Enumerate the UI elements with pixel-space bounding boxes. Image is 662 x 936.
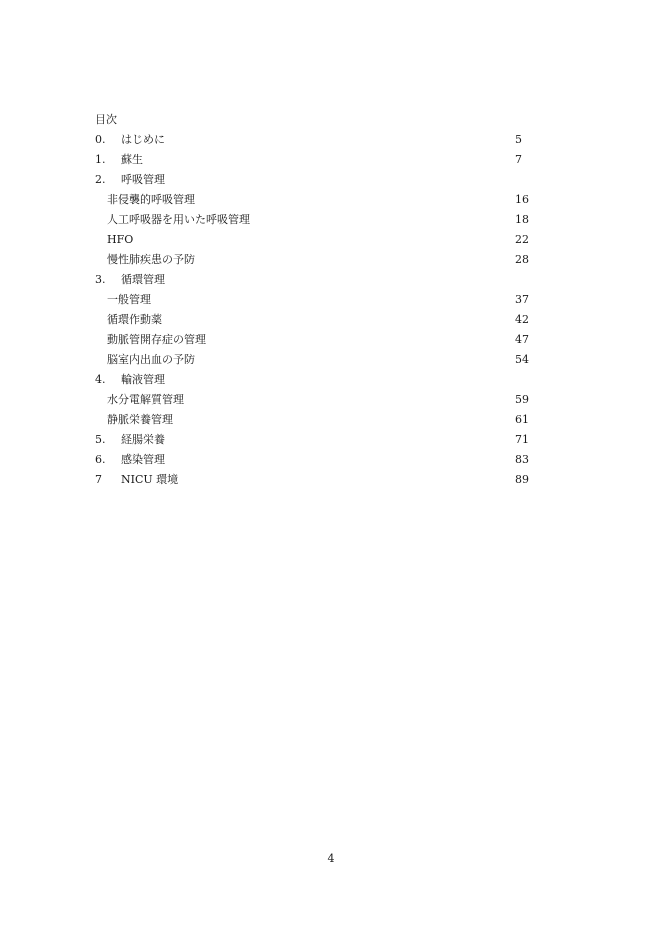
toc-entry-page: 18: [515, 213, 529, 226]
toc-subentry[interactable]: [95, 310, 535, 330]
toc-entry-label: 一般管理: [107, 293, 151, 306]
toc-entry-number: 4.: [95, 373, 106, 386]
toc-entry-page: 5: [515, 133, 522, 146]
toc-entry-page: 59: [515, 393, 529, 406]
toc-entry-label: 経腸栄養: [121, 433, 165, 446]
toc-entry-page: 83: [515, 453, 529, 466]
toc-entry-label: 輸液管理: [121, 373, 165, 386]
toc-entry-page: 61: [515, 413, 529, 426]
toc-entry-page: 28: [515, 253, 529, 266]
toc-entry[interactable]: [95, 150, 535, 170]
toc-entry-label: 循環作動薬: [107, 313, 162, 326]
toc-entry-page: 22: [515, 233, 529, 246]
toc-entry-label: HFO: [107, 233, 134, 246]
toc-section-heading[interactable]: [95, 370, 535, 390]
toc-subentry[interactable]: [95, 330, 535, 350]
toc-section-heading[interactable]: [95, 170, 535, 190]
toc-entry-label: 非侵襲的呼吸管理: [107, 193, 195, 206]
toc-entry-label: 蘇生: [121, 153, 143, 166]
page-number: 4: [327, 852, 335, 865]
toc-subentry[interactable]: [95, 410, 535, 430]
toc-entry-label: 循環管理: [121, 273, 165, 286]
toc-entry-label: 静脈栄養管理: [107, 413, 173, 426]
toc-subentry[interactable]: [95, 250, 535, 270]
toc-subentry[interactable]: [95, 390, 535, 410]
toc-entry-label: はじめに: [121, 133, 165, 146]
toc-subentry[interactable]: [95, 230, 535, 250]
toc-entry-number: 7: [95, 473, 102, 486]
toc-entry-page: 7: [515, 153, 522, 166]
toc-entry-page: 89: [515, 473, 529, 486]
toc-entry-page: 54: [515, 353, 529, 366]
toc-entry-label: 人工呼吸器を用いた呼吸管理: [107, 213, 250, 226]
toc-entry[interactable]: [95, 450, 535, 470]
toc-subentry[interactable]: [95, 290, 535, 310]
toc-entry-page: 71: [515, 433, 529, 446]
table-of-contents: [95, 110, 535, 490]
toc-entry-page: 37: [515, 293, 529, 306]
toc-entry-number: 0.: [95, 133, 106, 146]
toc-entry[interactable]: [95, 470, 535, 490]
toc-entry-number: 3.: [95, 273, 106, 286]
toc-entry-label: 慢性肺疾患の予防: [107, 253, 195, 266]
toc-entry-page: 42: [515, 313, 529, 326]
toc-entry-label: 脳室内出血の予防: [107, 353, 195, 366]
toc-entry-label: 水分電解質管理: [107, 393, 184, 406]
toc-entry-label: 動脈管開存症の管理: [107, 333, 206, 346]
toc-entry-number: 6.: [95, 453, 106, 466]
toc-section-heading[interactable]: [95, 270, 535, 290]
toc-entry-number: 1.: [95, 153, 106, 166]
toc-entry-label: NICU 環境: [121, 473, 179, 486]
toc-entry[interactable]: [95, 430, 535, 450]
toc-entry-label: 感染管理: [121, 453, 165, 466]
toc-entry[interactable]: [95, 130, 535, 150]
toc-entry-number: 5.: [95, 433, 106, 446]
toc-subentry[interactable]: [95, 190, 535, 210]
toc-subentry[interactable]: [95, 350, 535, 370]
toc-entry-page: 47: [515, 333, 529, 346]
toc-entry-page: 16: [515, 193, 529, 206]
toc-entry-number: 2.: [95, 173, 106, 186]
toc-entry-label: 呼吸管理: [121, 173, 165, 186]
toc-title: 目次: [95, 113, 117, 126]
toc-subentry[interactable]: [95, 210, 535, 230]
